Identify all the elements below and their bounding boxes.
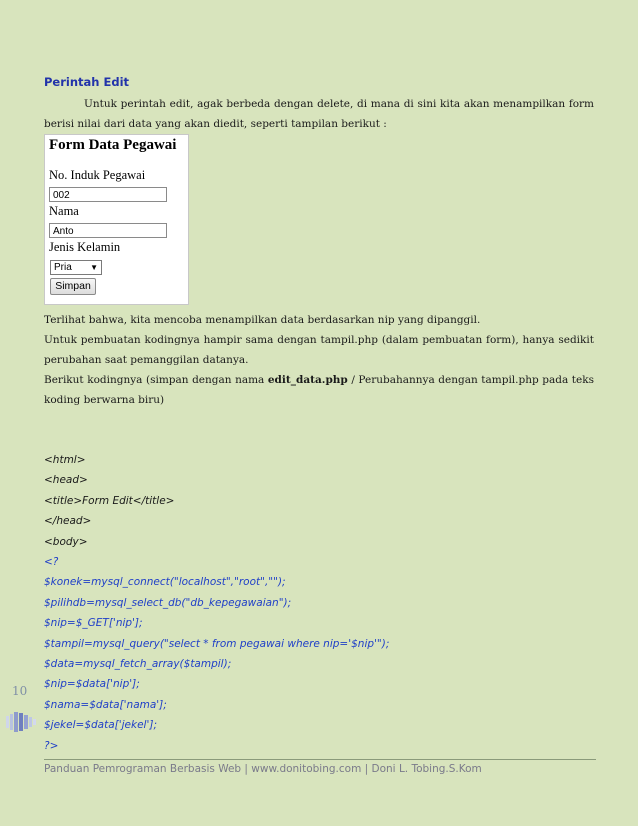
paragraph-berikut-end: / Perubahannya dengan tampil.php pada teks koding berwarna biru) [44, 374, 594, 406]
intro-paragraph: Untuk perintah edit, agak berbeda dengan delete, di mana di sini kita akan menampilkan form berisi nilai dari data yang akan diedit, seperti tampilan berikut : [44, 98, 594, 130]
code-line: <body> [44, 535, 88, 548]
code-line: $tampil=mysql_query("select * from pegawai where nip='$nip'"); [44, 637, 390, 650]
code-line: ?> [44, 739, 59, 752]
code-line: </head> [44, 515, 92, 528]
jenis-kelamin-label: Jenis Kelamin [49, 240, 121, 254]
page-corner-graphic-icon [4, 707, 44, 737]
simpan-button[interactable]: Simpan [50, 278, 96, 295]
code-line: $jekel=$data['jekel']; [44, 719, 157, 732]
code-line: <? [44, 556, 59, 569]
page-number: 10 [12, 684, 28, 698]
code-line: $data=mysql_fetch_array($tampil); [44, 658, 232, 671]
nama-label: Nama [49, 204, 79, 218]
code-line: $nama=$data['nama']; [44, 698, 167, 711]
code-line: <title>Form Edit</title> [44, 494, 175, 507]
paragraph-nip: Terlihat bahwa, kita mencoba menampilkan data berdasarkan nip yang dipanggil. [44, 314, 481, 326]
filename-bold: edit_data.php [267, 374, 348, 386]
nama-input[interactable]: Anto [49, 223, 167, 238]
code-line: $nip=$data['nip']; [44, 678, 140, 691]
code-line: $pilihdb=mysql_select_db("db_kepegawaian"); [44, 596, 292, 609]
code-line: $nip=$_GET['nip']; [44, 617, 143, 630]
nip-input[interactable]: 002 [49, 187, 167, 202]
code-line: $konek=mysql_connect("localhost","root",""); [44, 576, 286, 589]
jenis-kelamin-select[interactable] [50, 260, 102, 275]
section-heading: Perintah Edit [44, 75, 130, 89]
form-title: Form Data Pegawai [49, 137, 177, 153]
jenis-kelamin-value: Pria [54, 262, 72, 273]
paragraph-berikut-start: Berikut kodingnya (simpan dengan nama [44, 374, 268, 386]
footer-divider [44, 759, 596, 760]
code-line: <html> [44, 454, 86, 466]
nip-label: No. Induk Pegawai [49, 168, 146, 182]
code-block [44, 450, 604, 756]
paragraph-koding: Untuk pembuatan kodingnya hampir sama dengan tampil.php (dalam pembuatan form), hanya sedikit perubahan saat pemanggilan datanya. [44, 334, 594, 366]
dropdown-arrow-icon: ▼ [90, 263, 98, 272]
footer-text: Panduan Pemrograman Berbasis Web | www.donitobing.com | Doni L. Tobing.S.Kom [44, 763, 482, 775]
paragraph-berikut [44, 370, 594, 410]
code-line: <head> [44, 474, 88, 487]
form-screenshot [44, 134, 189, 305]
